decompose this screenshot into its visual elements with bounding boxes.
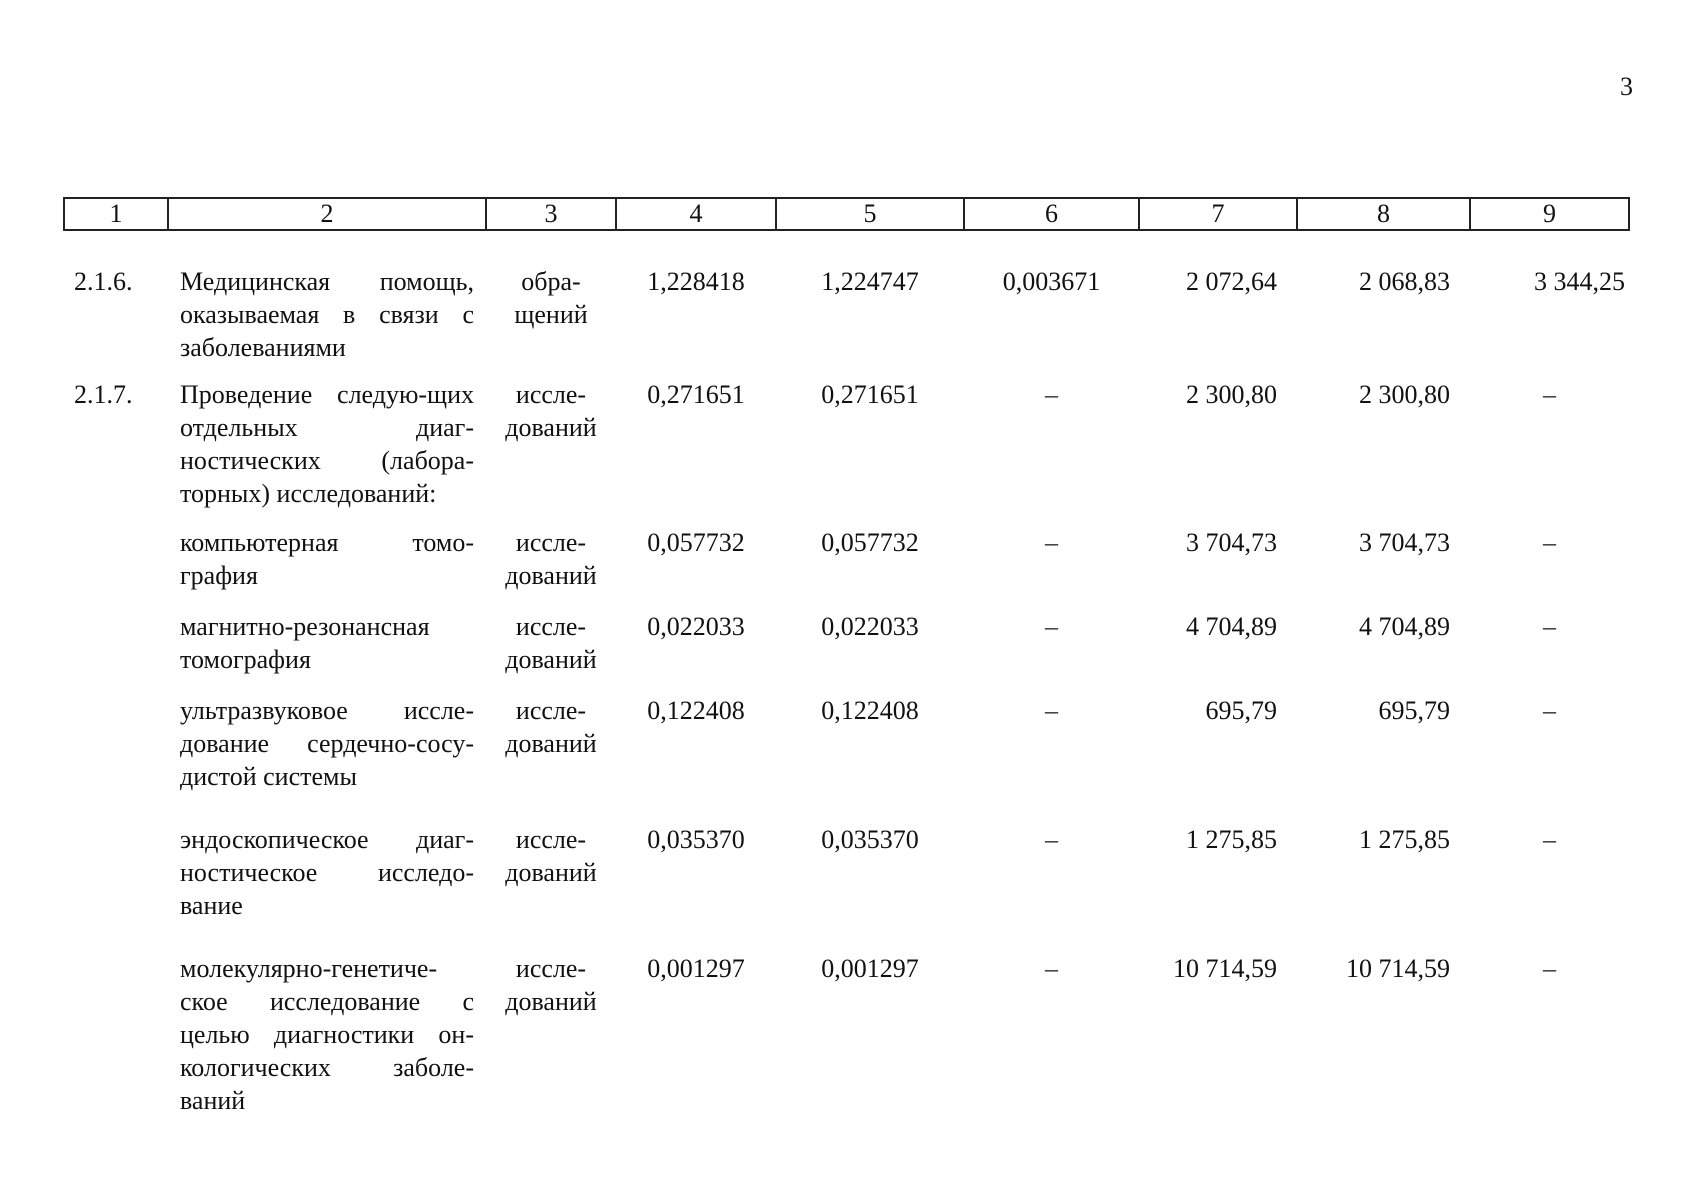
cell-col7: 2 072,64 bbox=[1186, 267, 1277, 296]
cell-col4: 0,022033 bbox=[647, 612, 745, 641]
cell-col5: 0,271651 bbox=[821, 380, 919, 409]
cell-col5: 0,001297 bbox=[821, 954, 919, 983]
header-cell: 4 bbox=[616, 198, 776, 230]
cell-col8: 695,79 bbox=[1378, 696, 1450, 725]
row-name: эндоскопическое диаг-ностическое исследо-вание bbox=[180, 825, 474, 920]
header-cell: 9 bbox=[1470, 198, 1629, 230]
table-row bbox=[64, 230, 1629, 378]
row-name: ультразвуковое иссле-дование сердечно-сосу-дистой системы bbox=[180, 696, 474, 791]
cell-col9: 3 344,25 bbox=[1534, 267, 1625, 296]
header-cell: 7 bbox=[1139, 198, 1297, 230]
cell-col6: – bbox=[1045, 954, 1058, 983]
cell-col8: 10 714,59 bbox=[1346, 954, 1450, 983]
row-number bbox=[64, 823, 168, 952]
row-unit: иссле-дований bbox=[505, 380, 597, 442]
header-cell: 3 bbox=[486, 198, 616, 230]
cell-col6: 0,003671 bbox=[1002, 267, 1101, 296]
row-name: Проведение следую-щих отдельных диаг-ностических (лабора-торных) исследований: bbox=[180, 380, 474, 508]
cell-col5: 0,057732 bbox=[821, 528, 919, 557]
cell-col7: 10 714,59 bbox=[1173, 954, 1277, 983]
cell-col9: – bbox=[1543, 954, 1556, 983]
row-unit: иссле-дований bbox=[505, 612, 597, 674]
row-name: молекулярно-генетиче-ское исследование с целью диагностики он-кологических заболе-ваний bbox=[180, 954, 474, 1115]
row-number bbox=[64, 694, 168, 823]
cell-col5: 0,035370 bbox=[821, 825, 919, 854]
cell-col9: – bbox=[1543, 380, 1556, 409]
row-number: 2.1.6. bbox=[74, 267, 133, 296]
row-name: компьютерная томо-графия bbox=[180, 528, 474, 590]
table-row bbox=[64, 610, 1629, 694]
row-number bbox=[64, 952, 168, 1117]
table-row bbox=[64, 952, 1629, 1117]
cell-col9: – bbox=[1543, 612, 1556, 641]
cell-col8: 4 704,89 bbox=[1359, 612, 1450, 641]
row-unit: иссле-дований bbox=[505, 825, 597, 887]
row-number bbox=[64, 610, 168, 694]
row-unit: иссле-дований bbox=[505, 954, 597, 1016]
table-row bbox=[64, 694, 1629, 823]
row-name: Медицинская помощь, оказываемая в связи с заболеваниями bbox=[180, 267, 474, 362]
cell-col6: – bbox=[1045, 825, 1058, 854]
header-cell: 6 bbox=[964, 198, 1139, 230]
cell-col9: – bbox=[1543, 825, 1556, 854]
row-number bbox=[64, 526, 168, 610]
cell-col5: 0,022033 bbox=[821, 612, 919, 641]
cell-col4: 0,122408 bbox=[647, 696, 745, 725]
cell-col4: 1,228418 bbox=[647, 267, 745, 296]
header-cell: 1 bbox=[64, 198, 168, 230]
row-number: 2.1.7. bbox=[74, 380, 133, 409]
cell-col8: 2 068,83 bbox=[1359, 267, 1450, 296]
cell-col4: 0,035370 bbox=[647, 825, 745, 854]
table-row bbox=[64, 526, 1629, 610]
page-number: 3 bbox=[1620, 72, 1633, 101]
table-row bbox=[64, 823, 1629, 952]
row-name: магнитно-резонансная томография bbox=[180, 612, 430, 674]
cell-col6: – bbox=[1045, 696, 1058, 725]
cell-col5: 0,122408 bbox=[821, 696, 919, 725]
row-unit: иссле-дований bbox=[505, 696, 597, 758]
cell-col9: – bbox=[1543, 696, 1556, 725]
table-row bbox=[64, 378, 1629, 526]
row-unit: иссле-дований bbox=[505, 528, 597, 590]
header-row bbox=[64, 198, 1629, 230]
cell-col4: 0,057732 bbox=[647, 528, 745, 557]
cell-col7: 3 704,73 bbox=[1186, 528, 1277, 557]
cell-col7: 4 704,89 bbox=[1186, 612, 1277, 641]
cell-col6: – bbox=[1045, 380, 1058, 409]
cell-col9: – bbox=[1543, 528, 1556, 557]
cell-col4: 0,001297 bbox=[647, 954, 745, 983]
cell-col6: – bbox=[1045, 612, 1058, 641]
cell-col8: 1 275,85 bbox=[1359, 825, 1450, 854]
cell-col6: – bbox=[1045, 528, 1058, 557]
header-cell: 8 bbox=[1297, 198, 1470, 230]
tariff-table bbox=[63, 197, 1630, 1117]
cell-col8: 3 704,73 bbox=[1359, 528, 1450, 557]
cell-col4: 0,271651 bbox=[647, 380, 745, 409]
header-cell: 2 bbox=[168, 198, 486, 230]
cell-col7: 695,79 bbox=[1205, 696, 1277, 725]
cell-col7: 2 300,80 bbox=[1186, 380, 1277, 409]
header-cell: 5 bbox=[776, 198, 964, 230]
row-unit: обра-щений bbox=[514, 267, 588, 329]
cell-col7: 1 275,85 bbox=[1186, 825, 1277, 854]
cell-col5: 1,224747 bbox=[821, 267, 919, 296]
cell-col8: 2 300,80 bbox=[1359, 380, 1450, 409]
